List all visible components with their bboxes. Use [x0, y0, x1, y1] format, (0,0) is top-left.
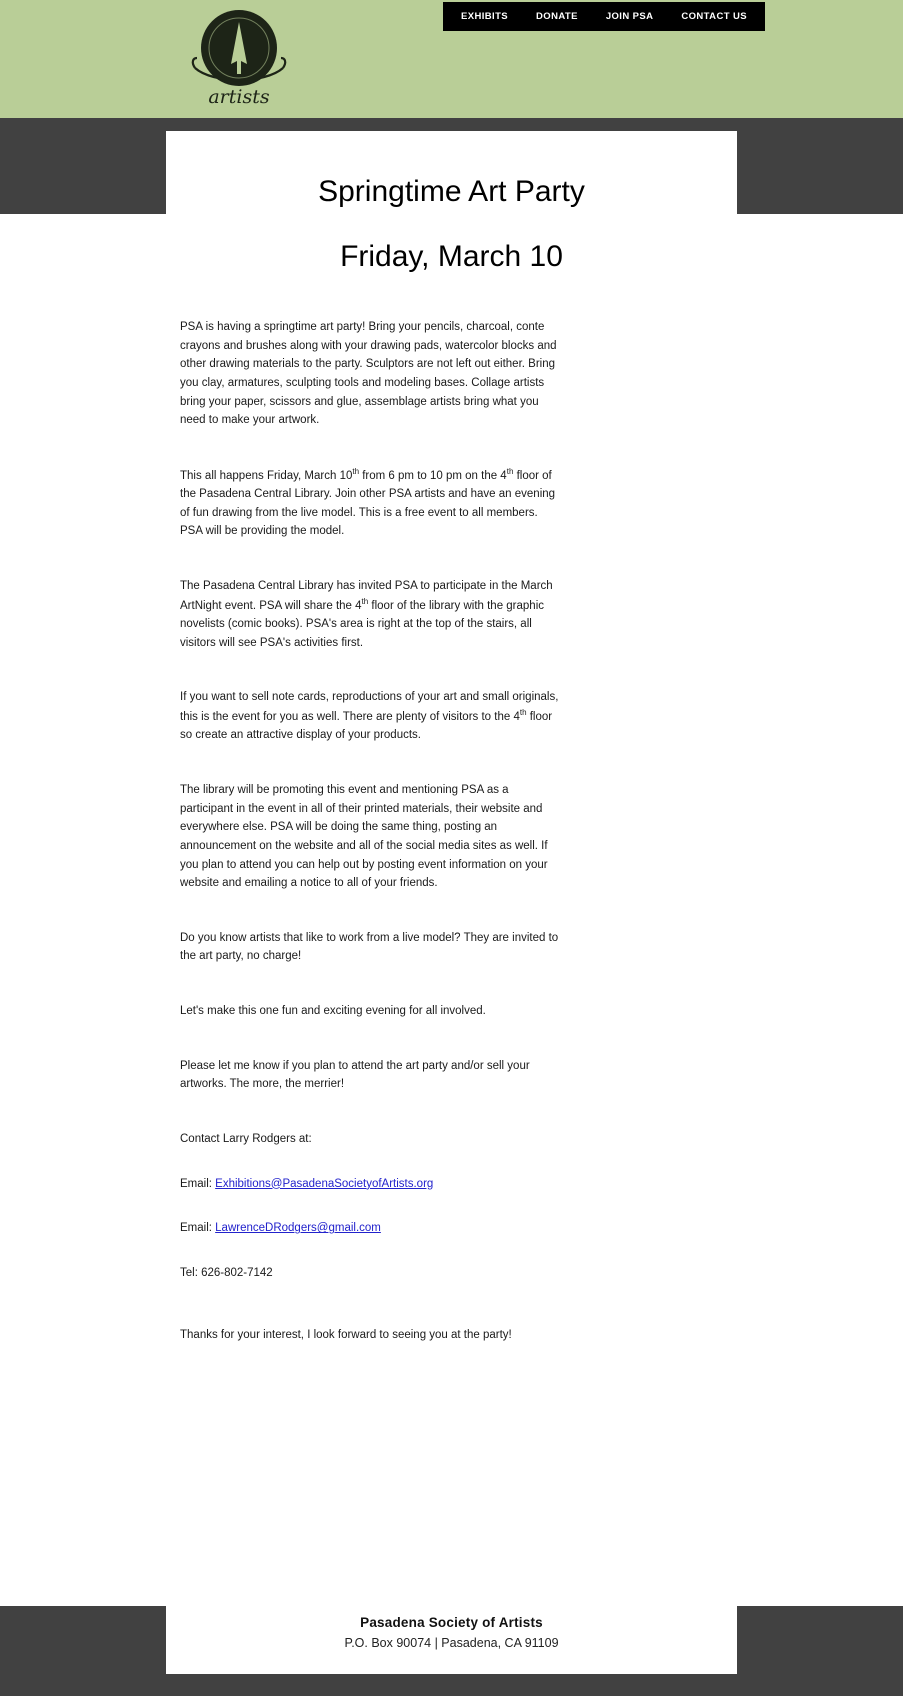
- page-subtitle: Friday, March 10: [340, 240, 563, 273]
- page-title: Springtime Art Party: [318, 175, 585, 208]
- contact-email-1-link[interactable]: Exhibitions@PasadenaSocietyofArtists.org: [215, 1177, 434, 1190]
- paragraph-lets-make: Let's make this one fun and exciting evening for all involved.: [180, 1005, 486, 1018]
- nav-item-donate[interactable]: DONATE: [536, 11, 578, 22]
- article-body: [166, 318, 737, 1345]
- footer-org-name: Pasadena Society of Artists: [360, 1615, 543, 1630]
- contact-email-2-label: Email:: [180, 1222, 216, 1235]
- contact-email-2-link[interactable]: LawrenceDRodgers@gmail.com: [215, 1222, 381, 1235]
- nav-item-join-psa[interactable]: JOIN PSA: [605, 11, 654, 22]
- psa-logo[interactable]: [183, 6, 295, 112]
- paragraph-closing: Thanks for your interest, I look forward to seeing you at the party!: [180, 1329, 512, 1342]
- contact-email-1-label: Email:: [180, 1177, 216, 1190]
- paragraph-promotion: The library will be promoting this event and mentioning PSA as a participant in the event in all of their printed materials, their website and everywhere else. PSA will be doing the same thing, posting an announcement on the website and all of the social media sites as well. If you plan to attend you can help out by posting event information on your website and emailing a notice to all of your friends.: [180, 784, 548, 890]
- paragraph-artnight: The Pasadena Central Library has invited PSA to participate in the March ArtNight event. PSA will share the 4th floor of the library with the graphic novelists (comic books). PSA's area is right at the top of the stairs, all visitors will see PSA's activities first.: [180, 580, 553, 649]
- nav-item-exhibits[interactable]: EXHIBITS: [461, 11, 509, 22]
- contact-email-1: [180, 1175, 723, 1194]
- paragraph-intro: PSA is having a springtime art party! Bring your pencils, charcoal, conte crayons and brushes along with your drawing pads, watercolor blocks and other drawing materials to the party. Sculptors are not left out either. Bring you clay, armatures, sculpting tools and modeling bases. Collage artists bring your paper, scissors and glue, assemblage artists bring what you need to make your artwork.: [180, 321, 557, 427]
- article-sheet: [166, 131, 737, 1635]
- contact-phone: Tel: 626-802-7142: [180, 1266, 273, 1279]
- paragraph-when-where: This all happens Friday, March 10th from 6 pm to 10 pm on the 4th floor of the Pasadena Central Library. Join other PSA artists and have an evening of fun drawing from the live model. This is a free event to all members. PSA will be providing the model.: [180, 466, 556, 538]
- paragraph-invite-artists: Do you know artists that like to work from a live model? They are invited to the art party, no charge!: [180, 931, 559, 963]
- paragraph-contact-intro: Contact Larry Rodgers at:: [180, 1132, 312, 1145]
- footer-address: P.O. Box 90074 | Pasadena, CA 91109: [344, 1636, 559, 1650]
- contact-email-2: [180, 1219, 723, 1238]
- svg-text:artists: artists: [208, 86, 270, 108]
- main-navigation[interactable]: [443, 2, 765, 31]
- paragraph-selling: If you want to sell note cards, reproductions of your art and small originals, this is the event for you as well. There are plenty of visitors to the 4th floor so create an attractive display of your products.: [180, 691, 559, 742]
- nav-item-contact-us[interactable]: CONTACT US: [681, 11, 747, 22]
- paragraph-rsvp: Please let me know if you plan to attend the art party and/or sell your artworks. The more, the merrier!: [180, 1059, 530, 1091]
- site-header: [0, 0, 903, 118]
- site-footer: [166, 1593, 737, 1674]
